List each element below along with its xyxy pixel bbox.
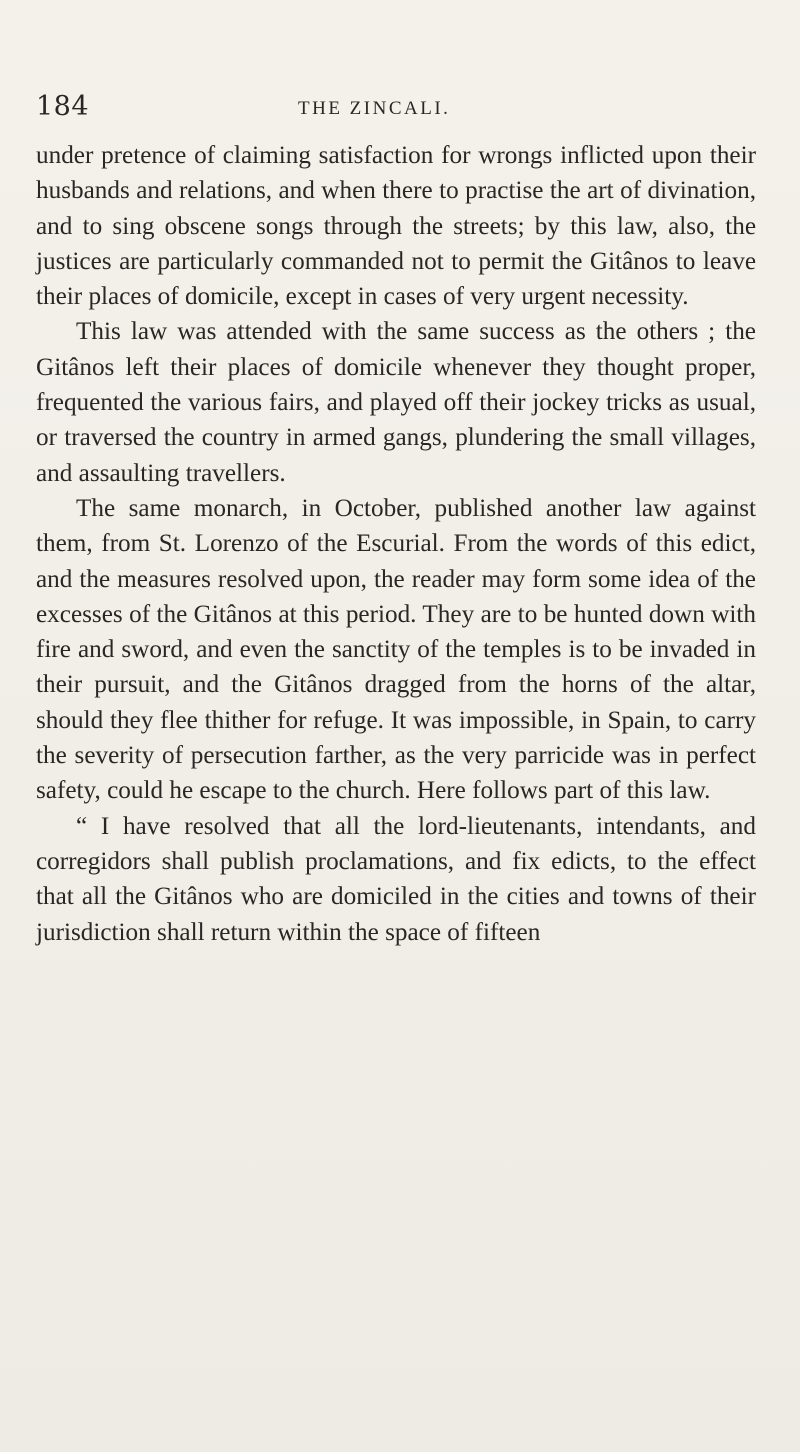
paragraph-quotation: “ I have resolved that all the lord-lieutenants, intendants, and corregidors shall publish proclamations, and fix edicts, to the effect that all the Gitânos who are domiciled in the cities and towns of their jurisdiction shall return within the space of fifteen [36, 812, 756, 946]
paragraph: The same monarch, in October, published another law against them, from St. Lorenzo of the Escurial. From the words of this edict, and the measures resolved upon, the reader may form some idea of the excesses of the Gitânos at this period. They are to be hunted down with fire and sword, and even the sanctity of the temples is to be invaded in their pursuit, and the Gitânos dragged from the horns of the altar, should they flee thither for refuge. It was impossible, in Spain, to carry the severity of persecution farther, as the very parricide was in perfect safety, could he escape to the church. Here follows part of this law. [36, 494, 756, 805]
paragraph: This law was attended with the same success as the others ; the Gitânos left their places of domicile whenever they thought proper, frequented the various fairs, and played off their jockey tricks as usual, or traversed the country in armed gangs, plundering the small villages, and assaulting travellers. [36, 318, 756, 487]
paragraph-continued: under pretence of claiming satisfaction for wrongs inflicted upon their husbands and relations, and when there to practise the art of divination, and to sing obscene songs through the streets; by this law, also, the justices are particularly commanded not to permit the Gitânos to leave their places of domicile, except in cases of very urgent necessity. [36, 142, 756, 311]
page-number: 184 [36, 91, 90, 122]
page-header [36, 92, 756, 132]
body-text [36, 138, 756, 950]
running-head: THE ZINCALI. [298, 98, 451, 119]
